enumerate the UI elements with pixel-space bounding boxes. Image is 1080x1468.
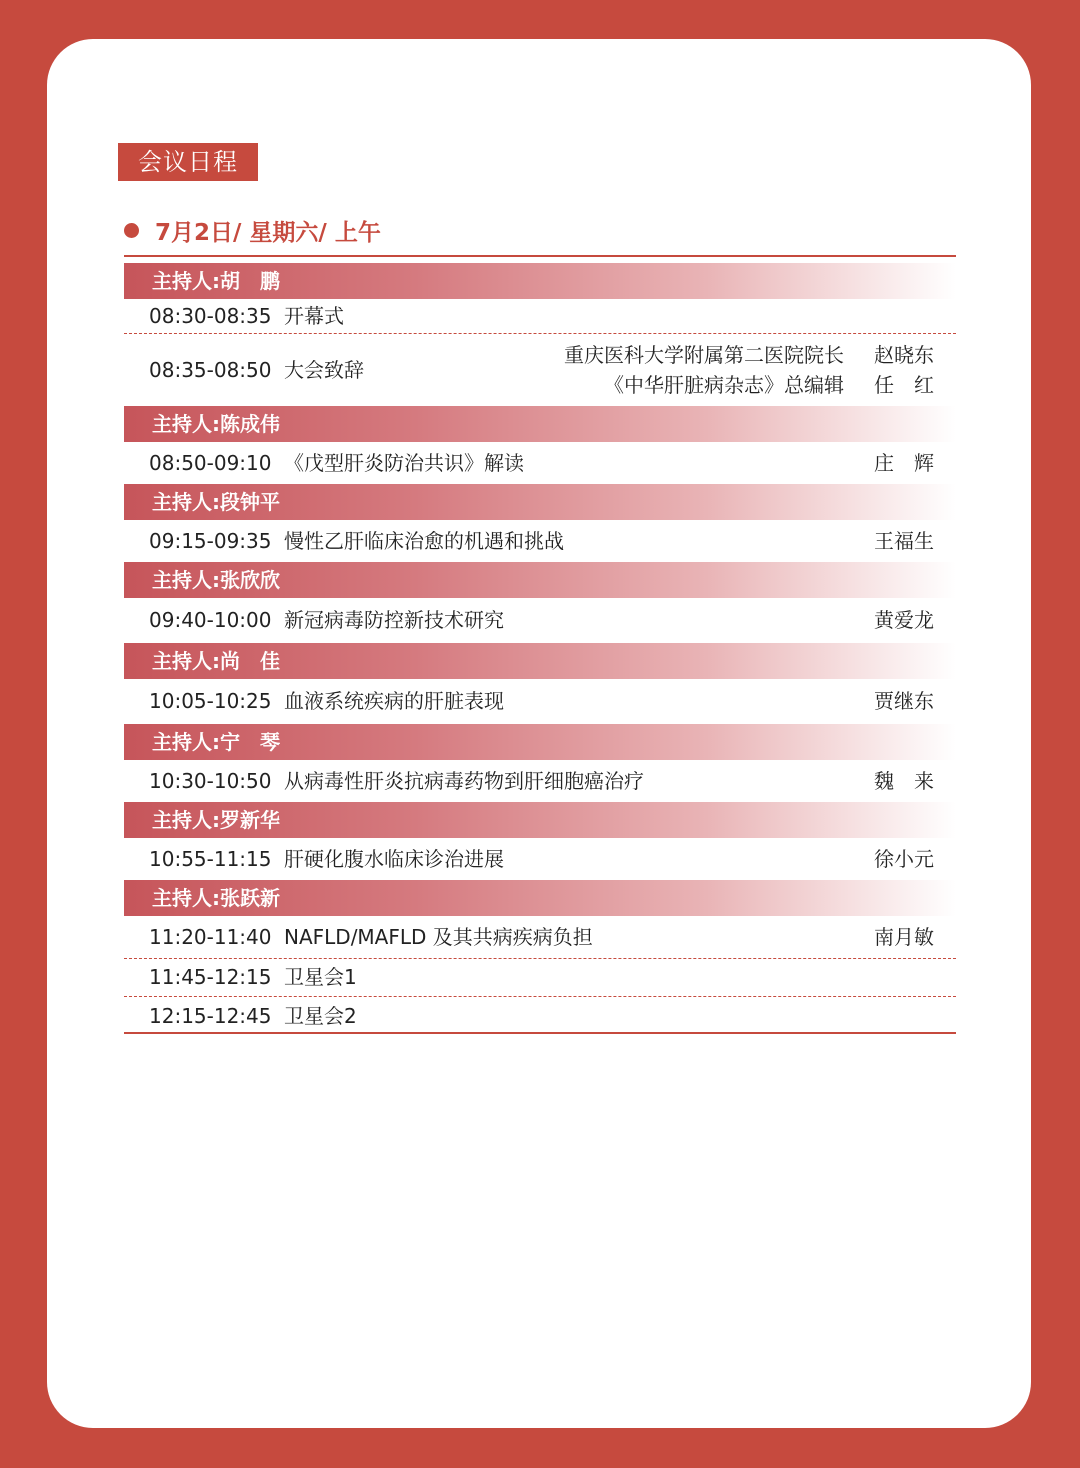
item-time: 10:30-10:50 [149, 769, 272, 793]
item-time: 08:30-08:35 [149, 304, 272, 328]
item-topic: 大会致辞 [284, 358, 364, 382]
schedule-item [124, 997, 956, 1035]
schedule-item [124, 679, 956, 724]
speaker-name: 任 红 [874, 373, 934, 397]
host-row: 主持人:罗新华 [124, 802, 956, 838]
item-topic: 从病毒性肝炎抗病毒药物到肝细胞癌治疗 [284, 769, 644, 793]
schedule-item [124, 916, 956, 959]
schedule-item [124, 442, 956, 484]
host-row: 主持人:尚 佳 [124, 643, 956, 679]
host-row: 主持人:段钟平 [124, 484, 956, 520]
item-time: 09:40-10:00 [149, 608, 272, 632]
affiliation-line: 《中华肝脏病杂志》总编辑 [604, 373, 844, 397]
item-speaker: 徐小元 [874, 847, 934, 871]
item-time: 11:20-11:40 [149, 925, 272, 949]
host-row: 主持人:张跃新 [124, 880, 956, 916]
item-time: 10:55-11:15 [149, 847, 272, 871]
item-time: 08:50-09:10 [149, 451, 272, 475]
item-topic: 卫星会2 [284, 1004, 357, 1028]
schedule-item [124, 334, 956, 406]
section-title-tag: 会议日程 [118, 143, 258, 181]
item-time: 11:45-12:15 [149, 965, 272, 989]
schedule-item [124, 760, 956, 802]
host-row: 主持人:宁 琴 [124, 724, 956, 760]
schedule-item [124, 838, 956, 880]
host-row: 主持人:陈成伟 [124, 406, 956, 442]
host-row: 主持人:胡 鹏 [124, 263, 956, 299]
item-speaker: 贾继东 [874, 689, 934, 713]
item-time: 10:05-10:25 [149, 689, 272, 713]
item-topic: 开幕式 [284, 304, 344, 328]
host-row: 主持人:张欣欣 [124, 562, 956, 598]
day-heading-text: 7月2日/ 星期六/ 上午 [155, 219, 381, 246]
item-speaker: 黄爱龙 [874, 608, 934, 632]
speaker-names [874, 340, 934, 400]
item-topic: 慢性乙肝临床治愈的机遇和挑战 [284, 529, 564, 553]
speaker-name: 赵晓东 [874, 343, 934, 367]
schedule-item [124, 299, 956, 334]
item-speaker: 王福生 [874, 529, 934, 553]
bottom-divider [124, 1032, 956, 1034]
schedule-item [124, 598, 956, 643]
item-topic: 卫星会1 [284, 965, 357, 989]
item-speaker: 南月敏 [874, 925, 934, 949]
item-speaker: 庄 辉 [874, 451, 934, 475]
affiliation-line: 重庆医科大学附属第二医院院长 [564, 343, 844, 367]
item-topic: 血液系统疾病的肝脏表现 [284, 689, 504, 713]
item-topic: 肝硬化腹水临床诊治进展 [284, 847, 504, 871]
schedule-item [124, 959, 956, 997]
top-divider [124, 255, 956, 257]
schedule-item [124, 520, 956, 562]
item-topic: 《戊型肝炎防治共识》解读 [284, 451, 524, 475]
item-topic: NAFLD/MAFLD 及其共病疾病负担 [284, 925, 593, 949]
item-time: 08:35-08:50 [149, 358, 272, 382]
item-topic: 新冠病毒防控新技术研究 [284, 608, 504, 632]
speaker-affiliations [564, 340, 844, 400]
item-speaker: 魏 来 [874, 769, 934, 793]
schedule-list [124, 263, 956, 1035]
day-heading [124, 212, 381, 248]
bullet-dot-icon [124, 223, 139, 238]
item-time: 12:15-12:45 [149, 1004, 272, 1028]
item-time: 09:15-09:35 [149, 529, 272, 553]
